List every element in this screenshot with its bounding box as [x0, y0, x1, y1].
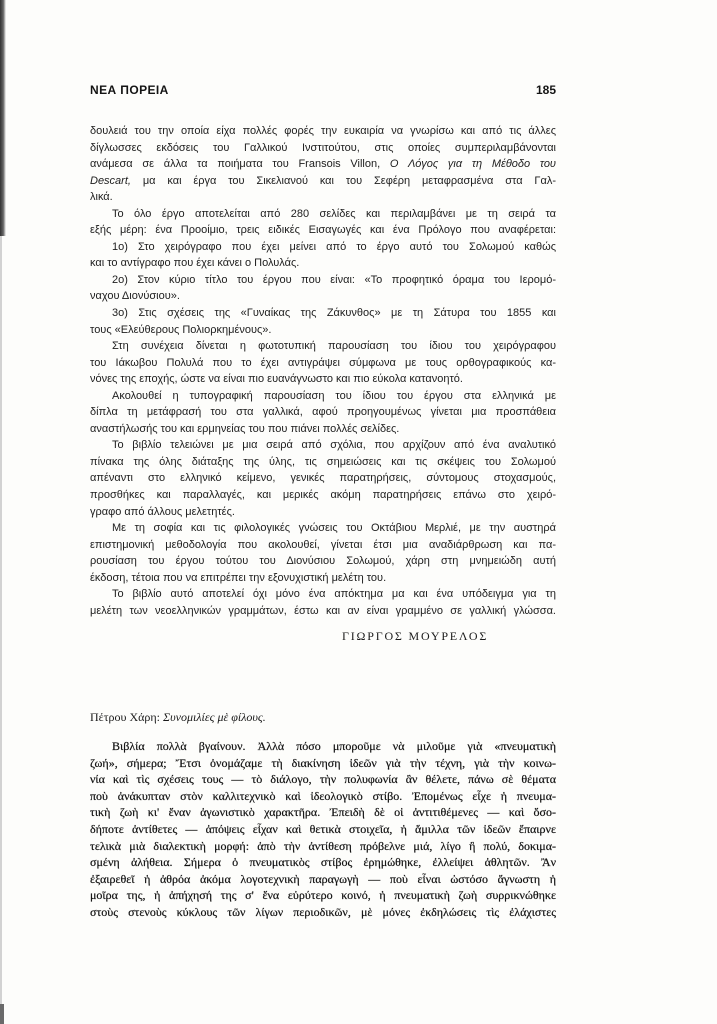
text-line: και το αντίγραφο που έχει κάνει ο Πολυλάς.	[90, 257, 300, 270]
text-line: τους «Ελεύθερους Πολιορκημένους».	[90, 323, 272, 336]
text-line: ποὺ ἀνάκυπταν στὸν καλλιτεχνικὸ καὶ ἰδεολογικὸ στίβο. Ἐπομένως εἶχε ἡ πνευμα-	[90, 788, 556, 803]
review-1-body	[90, 123, 556, 619]
text-line: γραφο από άλλους μελετητές.	[90, 505, 235, 518]
reviewer-signature: ΓΙΩΡΓΟΣ ΜΟΥΡΕΛΟΣ	[342, 629, 489, 643]
scan-corner-mark	[0, 1004, 4, 1024]
text-line: μοῖρα της, ἡ ἀπήχησή της σ' ἕνα εὐρύτερο κοινό, ἡ πνευματικὴ ζωὴ συρρικνώθηκε	[90, 888, 556, 903]
text-line: στοὺς στενοὺς κύκλους τῶν λίγων περιοδικῶν, μὲ μόνες ἐκδηλώσεις τὶς ἐλάχιστες	[90, 904, 556, 919]
journal-title: ΝΕΑ ΠΟΡΕΙΑ	[90, 83, 169, 97]
text-line: μελέτη των νεοελληνικών γραμμάτων, έστω και αν είναι γραμμένο σε γαλλική γλώσσα.	[90, 604, 556, 617]
paragraph	[90, 738, 556, 921]
text-line: Ακολουθεί η τυπογραφική παρουσίαση του ίδιου του έργου στα ελληνικά με	[112, 389, 556, 402]
paragraph	[90, 123, 556, 206]
text-line: ζωή», σήμερα; Ἔτσι ὀνομάζαμε τὴ διακίνηση ἰδεῶν γιὰ τὴν τέχνη, γιὰ τὴν κοινω-	[90, 755, 556, 770]
text-line: ρουσίαση του έργου τούτου του Διονύσιου Σολωμού, χάρη στη μνημειώδη αυτή	[90, 555, 556, 568]
text-line: τικὴ ζωὴ κι' ἕναν ἀγωνιστικὸ χαρακτῆρα. Ἐπειδὴ δὲ οἱ ἀντιτιθέμενες — καὶ ὅσο-	[90, 805, 556, 820]
text-line: εξής μέρη: ένα Προοίμιο, τρεις ειδικές Εισαγωγές και ένα Πρόλογο που αναφέρεται:	[90, 224, 556, 237]
book-title: Συνομιλίες μὲ φίλους.	[163, 710, 266, 724]
paragraph	[90, 305, 556, 338]
text-line: 1ο) Στο χειρόγραφο που έχει μείνει από το έργο αυτό του Σολωμού καθώς	[112, 240, 556, 253]
text-line: δίπλα τη μετάφρασή του στα γαλλικά, αφού προηγουμένως γίνεται μια προσπάθεια	[90, 406, 556, 419]
text-line: απέναντι στο ελληνικό κείμενο, γενικές παρατηρήσεις, σύντομους στοχασμούς,	[90, 472, 556, 485]
text-line: τελικὰ μιὰ διαλεκτικὴ μορφή: ἀπὸ τὴν ἀντίθεση πρόβελνε μιά, λίγο ἢ πολύ, δοκιμα-	[90, 838, 556, 853]
italic-author-name: Descart,	[90, 174, 131, 187]
page-number: 185	[535, 83, 556, 97]
text-line	[90, 173, 556, 190]
paragraph	[90, 272, 556, 305]
text-line: δήποτε ἀντίθετες — ἀπόψεις εἶχαν καὶ θετικὰ στοιχεῖα, ἡ ἅμιλλα τῶν ἰδεῶν ἔπαιρνε	[90, 821, 556, 836]
text-line: επιστημονική μεθοδολογία που ακολουθεί, γίνεται έτσι μια αναδιάρθρωση και πα-	[90, 538, 556, 551]
text-line	[90, 156, 556, 173]
text-line: αναστήλωσής του και ερμηνείας του που πιάνει πολλές σελίδες.	[90, 422, 400, 435]
text-line: 2ο) Στον κύριο τίτλο του έργου που είναι: «Το προφητικό όραμα του Ιερομό-	[112, 273, 556, 286]
text-line: λικά.	[90, 191, 113, 204]
text-line: έκδοση, τέτοια που να επιτρέπει την εξονυχιστική μελέτη του.	[90, 571, 387, 584]
text-line: νόνες της εποχής, ώστε να είναι πιο ευανάγνωστο και πιο εύκολα κατανοητό.	[90, 373, 463, 386]
text-line: δουλειά του την οποία είχα πολλές φορές την ευκαιρία να γνωρίσω και από τις άλλες	[90, 125, 556, 137]
text-line: Με τη σοφία και τις φιλολογικές γνώσεις του Οκτάβιου Μερλιέ, με την αυστηρά	[112, 522, 556, 535]
text-line: του Ιάκωβου Πολυλά που το έχει αντιγράψει σύμφωνα με τους ορθογραφικούς κα-	[90, 356, 556, 369]
text-line: νία καὶ τὶς σχέσεις τους — τὸ διάλογο, τὴν πολυφωνία ἂν θέλετε, πάνω σὲ θέματα	[90, 772, 556, 787]
scan-edge-shadow	[0, 0, 6, 236]
paragraph	[90, 586, 556, 619]
running-header	[90, 82, 556, 98]
text-line: προσθήκες και παραλλαγές, και μερικές ακόμη παρατηρήσεις επάνω στο χειρό-	[90, 489, 556, 502]
italic-work-title: Ο Λόγος για τη Μέθοδο του	[389, 158, 556, 171]
text-line: Το όλο έργο αποτελείται από 280 σελίδες και περιλαμβάνει με τη σειρά τα	[112, 207, 556, 220]
review-2-heading	[90, 709, 266, 725]
paragraph	[90, 338, 556, 388]
text-segment: ανάμεσα σε άλλα τα ποιήματα του Fransois Villon,	[90, 158, 381, 171]
text-segment: μα και έργα του Σικελιανού και του Σεφέρη μεταφρασμένα στα Γαλ-	[142, 174, 556, 187]
text-line: πίνακα της όλης διάταξης της ύλης, τις σημειώσεις και τις σκέψεις του Σολωμού	[90, 455, 556, 468]
scan-edge-line	[0, 236, 2, 1024]
paragraph	[90, 520, 556, 586]
text-line: Το βιβλίο αυτό αποτελεί όχι μόνο ένα απόκτημα μα και ένα υπόδειγμα για τη	[112, 588, 556, 601]
paragraph	[90, 388, 556, 438]
book-author: Πέτρου Χάρη:	[90, 710, 161, 724]
text-line: δίγλωσσες εκδόσεις του Γαλλικού Ινστιτούτου, στις οποίες συμπεριλαμβάνονται	[90, 141, 556, 154]
text-line: Το βιβλίο τελειώνει με μια σειρά από σχόλια, που αρχίζουν από ένα αναλυτικό	[112, 439, 556, 452]
text-line: Στη συνέχεια δίνεται η φωτοτυπική παρουσίαση του ίδιου του χειρόγραφου	[112, 340, 556, 353]
text-line: Βιβλία πολλὰ βγαίνουν. Ἀλλὰ πόσο μποροῦμε νὰ μιλοῦμε γιὰ «πνευματικὴ	[112, 739, 556, 753]
text-line: σμένη ἀλήθεια. Σήμερα ὁ πνευματικὸς στίβος ἐρημώθηκε, ἐλλείψει ἀθλητῶν. Ἂν	[90, 855, 556, 870]
text-line: ναχου Διονύσιου».	[90, 290, 180, 303]
paragraph	[90, 437, 556, 520]
paragraph	[90, 239, 556, 272]
text-line: 3ο) Στις σχέσεις της «Γυναίκας της Ζάκυνθος» με τη Σάτυρα του 1855 και	[112, 307, 556, 320]
paragraph	[90, 206, 556, 239]
text-line: ἐξαιρεθεῖ ἡ ἀθρόα ἀκόμα λογοτεχνικὴ παραγωγὴ — ποὺ εἶναι ὡστόσο ἄγνωστη ἡ	[90, 871, 556, 886]
review-2-body	[90, 738, 556, 921]
